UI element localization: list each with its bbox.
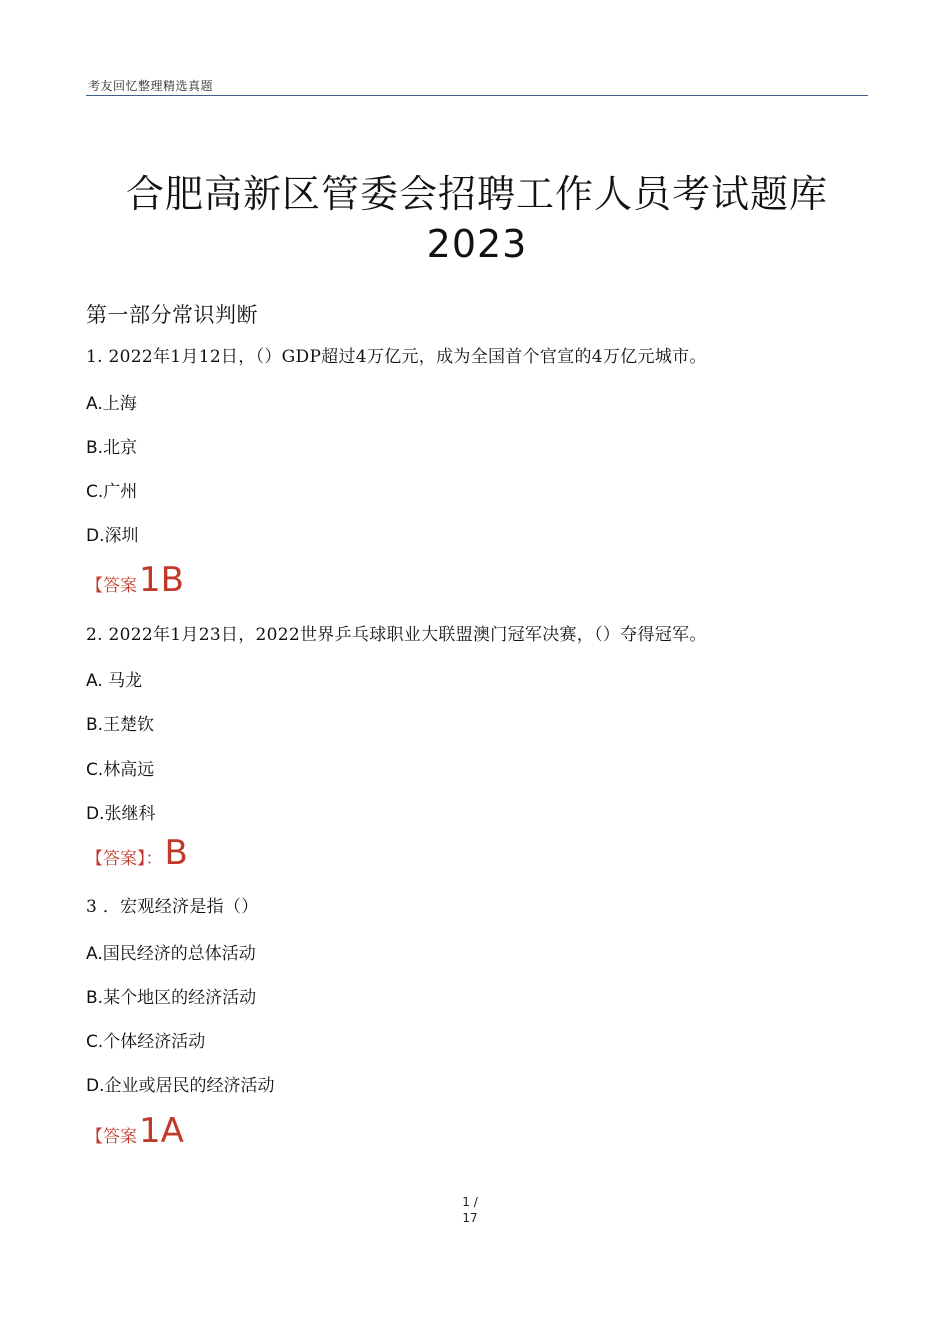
option-text: 北京 xyxy=(103,438,138,458)
answer-label: 【答案 xyxy=(86,576,137,596)
question-2-option-b xyxy=(86,710,154,735)
option-key: D. xyxy=(86,526,105,546)
option-key: A. xyxy=(86,944,103,964)
question-1-option-c xyxy=(86,477,137,502)
question-2-option-d xyxy=(86,799,156,824)
option-key: C. xyxy=(86,1032,104,1052)
document-title-line-1: 合肥高新区管委会招聘工作人员考试题库 xyxy=(125,172,828,216)
option-text: 张继科 xyxy=(104,804,156,824)
option-text: 企业或居民的经济活动 xyxy=(104,1076,275,1096)
page-current: 1 / xyxy=(462,1195,478,1209)
option-key: B. xyxy=(86,715,104,735)
question-3-option-b xyxy=(86,983,256,1008)
question-2-option-a xyxy=(86,666,142,691)
question-3-answer xyxy=(86,1111,184,1151)
question-2-answer xyxy=(86,833,188,873)
option-text: 某个地区的经济活动 xyxy=(103,988,257,1008)
question-1-text: 1. 2022年1月12日，（）GDP超过4万亿元，成为全国首个官宣的4万亿元城市。 xyxy=(86,347,707,367)
question-3-text: 3 ．宏观经济是指（） xyxy=(86,897,259,917)
option-key: C. xyxy=(86,760,104,780)
section-title: 第一部分常识判断 xyxy=(86,303,258,327)
question-3-option-a xyxy=(86,939,256,964)
answer-value: 1B xyxy=(139,560,184,600)
document-title-line-2: 2023 xyxy=(426,222,528,266)
question-1-option-b xyxy=(86,433,137,458)
page-number xyxy=(440,1194,500,1226)
question-1-option-d xyxy=(86,521,139,546)
answer-value: B xyxy=(164,833,188,873)
page-total: 17 xyxy=(462,1211,478,1225)
option-key: D. xyxy=(86,804,105,824)
option-key: A. xyxy=(86,671,109,691)
option-text: 上海 xyxy=(102,394,137,414)
option-key: B. xyxy=(86,988,104,1008)
question-2-text: 2. 2022年1月23日，2022世界乒乓球职业大联盟澳门冠军决赛，（）夺得冠军。 xyxy=(86,625,707,645)
answer-value: 1A xyxy=(139,1111,184,1151)
option-text: 深圳 xyxy=(104,526,139,546)
option-key: C. xyxy=(86,482,104,502)
option-text: 王楚钦 xyxy=(103,715,155,735)
option-text: 广州 xyxy=(103,482,138,502)
question-2-option-c xyxy=(86,755,154,780)
question-3-option-d xyxy=(86,1071,275,1096)
page-header xyxy=(86,77,868,96)
option-text: 马龙 xyxy=(108,671,143,691)
question-3-option-c xyxy=(86,1027,205,1052)
option-key: B. xyxy=(86,438,104,458)
question-1-option-a xyxy=(86,389,137,414)
option-key: A. xyxy=(86,394,103,414)
answer-label: 【答案】： xyxy=(86,849,163,869)
answer-label: 【答案 xyxy=(86,1127,137,1147)
option-text: 林高远 xyxy=(103,760,155,780)
option-key: D. xyxy=(86,1076,105,1096)
option-text: 国民经济的总体活动 xyxy=(102,944,256,964)
option-text: 个体经济活动 xyxy=(103,1032,206,1052)
question-1-answer xyxy=(86,560,184,600)
header-text: 考友回忆整理精选真题 xyxy=(88,79,214,93)
